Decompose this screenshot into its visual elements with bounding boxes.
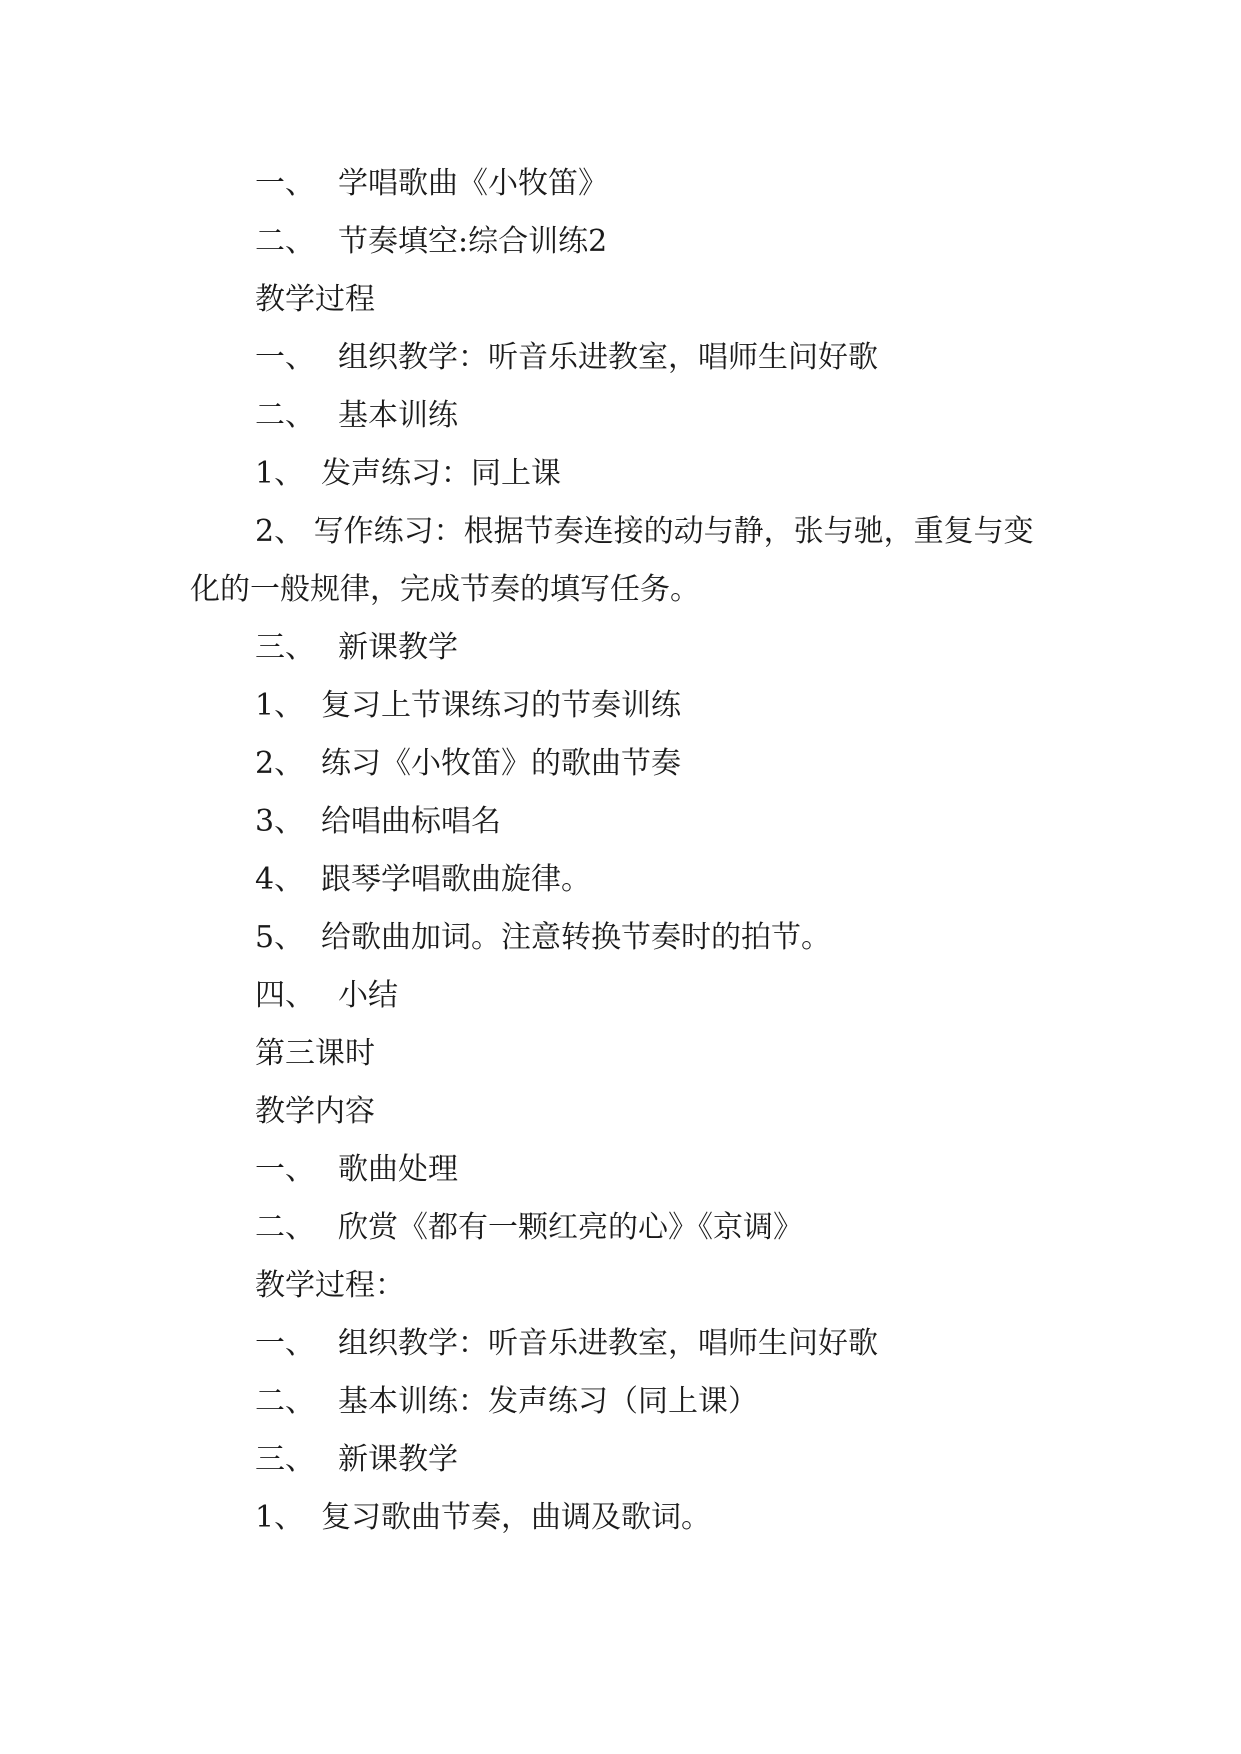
list-item <box>190 967 1060 1025</box>
section-heading-text: 教学过程 <box>255 282 375 317</box>
list-item <box>190 1431 1060 1489</box>
list-item <box>190 735 1060 793</box>
list-item <box>190 1141 1060 1199</box>
list-item-text: 给歌曲加词。注意转换节奏时的拍节。 <box>321 920 831 955</box>
list-marker: 四、 <box>255 978 315 1013</box>
list-item-text: 练习《小牧笛》的歌曲节奏 <box>321 746 681 781</box>
list-item-text: 学唱歌曲《小牧笛》 <box>338 166 608 201</box>
list-item <box>190 329 1060 387</box>
list-item <box>190 1373 1060 1431</box>
list-item <box>190 793 1060 851</box>
list-item-text: 节奏填空:综合训练2 <box>338 224 608 259</box>
list-item-text: 基本训练：发声练习（同上课） <box>338 1384 758 1419</box>
list-marker: 1、 <box>255 456 305 491</box>
list-marker: 三、 <box>255 1442 315 1477</box>
list-item <box>190 619 1060 677</box>
list-marker: 二、 <box>255 1210 315 1245</box>
list-item <box>190 1199 1060 1257</box>
list-item <box>190 851 1060 909</box>
section-heading <box>190 1257 1060 1315</box>
list-item-text: 新课教学 <box>338 630 458 665</box>
list-item-text: 复习上节课练习的节奏训练 <box>321 688 681 723</box>
list-item <box>190 1315 1060 1373</box>
section-heading-text: 教学内容 <box>255 1094 375 1129</box>
list-item-text: 组织教学：听音乐进教室，唱师生问好歌 <box>338 1326 878 1361</box>
list-item-text: 发声练习：同上课 <box>321 456 561 491</box>
list-item <box>190 213 1060 271</box>
list-item <box>190 909 1060 967</box>
section-heading-text: 第三课时 <box>255 1036 375 1071</box>
list-marker: 5、 <box>255 920 305 955</box>
list-marker: 二、 <box>255 224 315 259</box>
section-heading <box>190 1025 1060 1083</box>
list-item <box>190 1489 1060 1547</box>
list-marker: 一、 <box>255 340 315 375</box>
document-body <box>190 155 1060 1547</box>
list-marker: 4、 <box>255 862 305 897</box>
list-item-text: 小结 <box>338 978 398 1013</box>
list-item <box>190 445 1060 503</box>
list-marker: 二、 <box>255 1384 315 1419</box>
list-marker: 2、 <box>255 746 305 781</box>
list-item-text: 给唱曲标唱名 <box>321 804 501 839</box>
list-item-text: 跟琴学唱歌曲旋律。 <box>321 862 591 897</box>
section-heading-text: 教学过程： <box>255 1268 405 1303</box>
list-marker: 一、 <box>255 1326 315 1361</box>
list-item-text: 组织教学：听音乐进教室，唱师生问好歌 <box>338 340 878 375</box>
section-heading <box>190 271 1060 329</box>
list-item-text: 歌曲处理 <box>338 1152 458 1187</box>
list-marker: 一、 <box>255 1152 315 1187</box>
list-item <box>190 387 1060 445</box>
list-marker: 三、 <box>255 630 315 665</box>
list-item-text: 欣赏《都有一颗红亮的心》《京调》 <box>338 1210 803 1245</box>
list-item-text: 复习歌曲节奏，曲调及歌词。 <box>321 1500 711 1535</box>
list-marker: 二、 <box>255 398 315 433</box>
section-heading <box>190 1083 1060 1141</box>
paragraph: 2、 写作练习：根据节奏连接的动与静，张与驰，重复与变化的一般规律，完成节奏的填写任务。 <box>190 514 1034 607</box>
list-item-text: 基本训练 <box>338 398 458 433</box>
list-marker: 1、 <box>255 688 305 723</box>
list-marker: 3、 <box>255 804 305 839</box>
list-marker: 1、 <box>255 1500 305 1535</box>
list-item <box>190 155 1060 213</box>
list-item <box>190 677 1060 735</box>
list-marker: 一、 <box>255 166 315 201</box>
list-item-text: 新课教学 <box>338 1442 458 1477</box>
